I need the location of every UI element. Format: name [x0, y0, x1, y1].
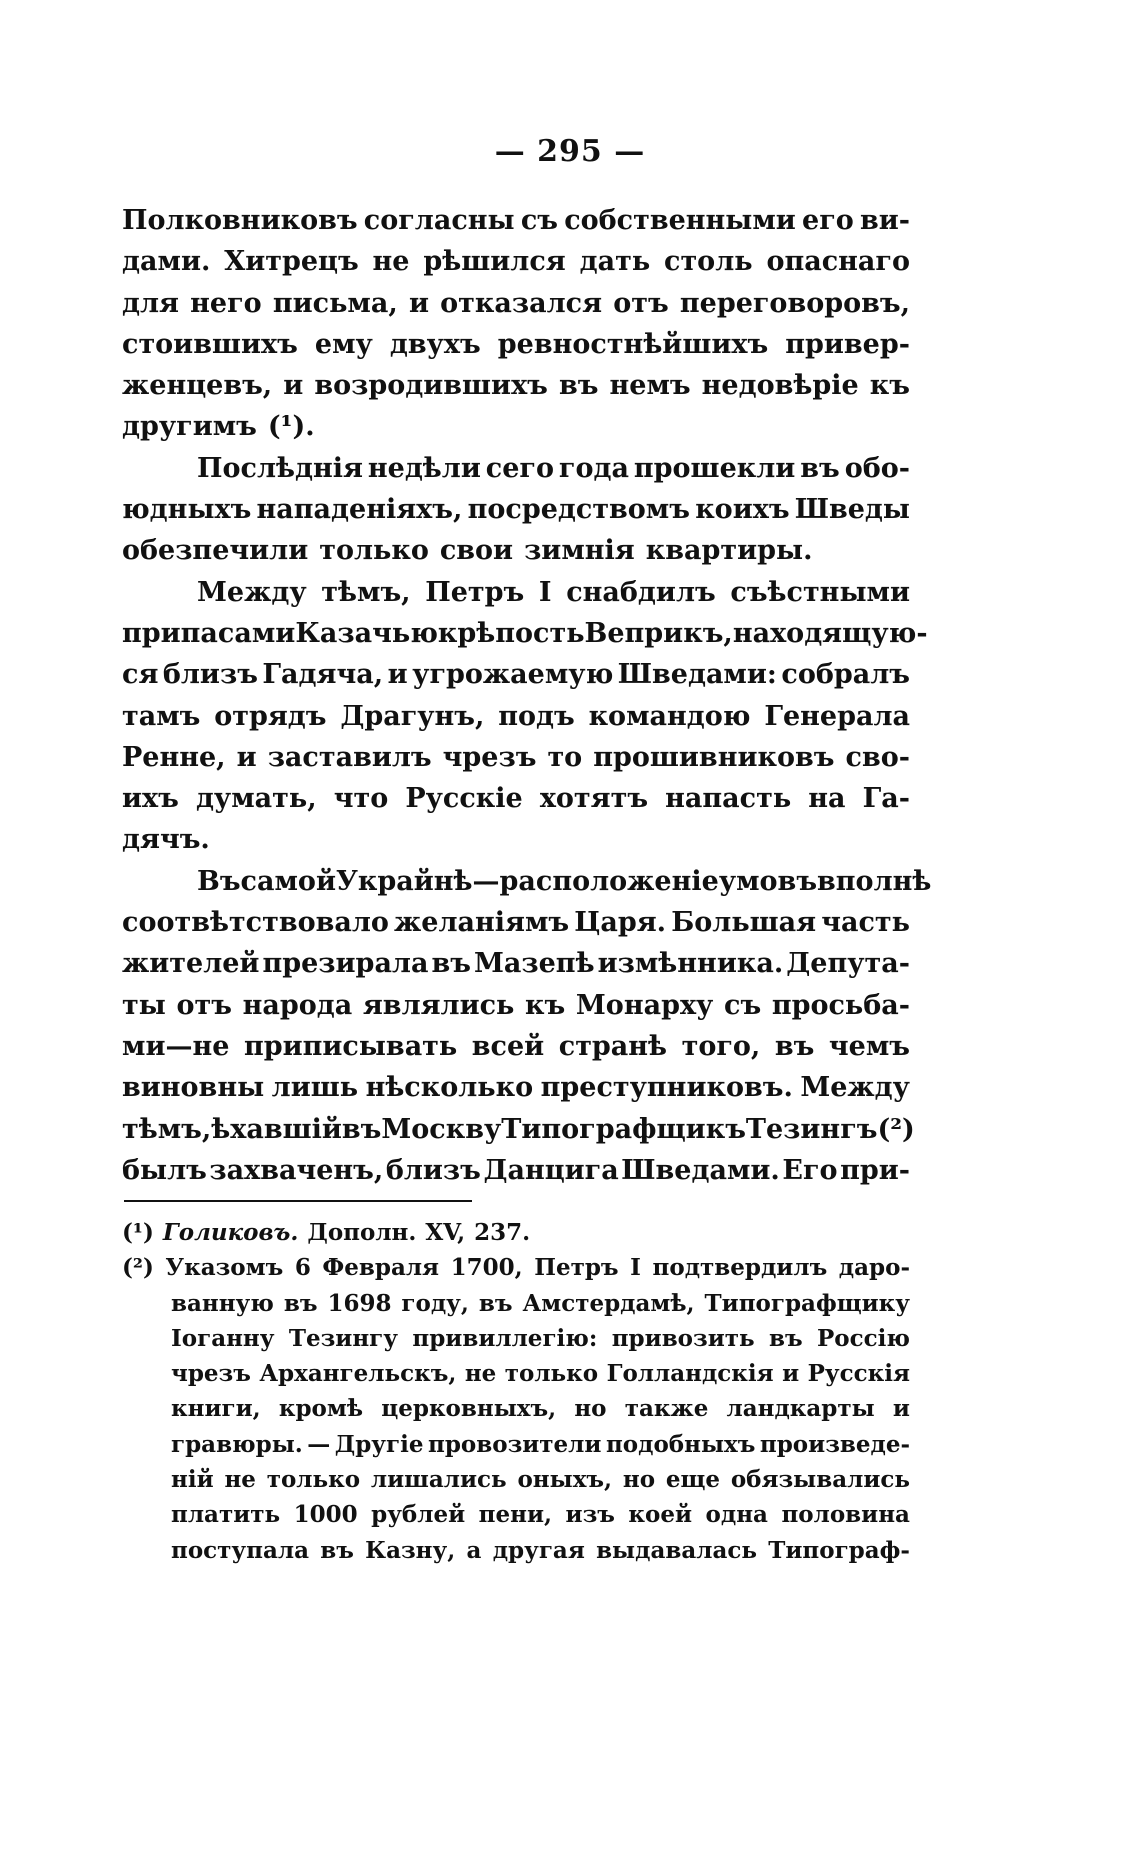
main-text	[122, 200, 932, 1191]
text-line: ихъ думать, что Русскіе хотятъ напасть на Га-	[122, 783, 910, 815]
text-line: Послѣднія недѣли сего года прошекли въ обо-	[197, 452, 910, 484]
text-line: Полковниковъ согласны съ собственными его ви-	[122, 205, 910, 236]
text-line: другимъ (¹).	[122, 411, 315, 443]
footnotes	[122, 1215, 910, 1568]
text-line: тамъ отрядъ Драгунъ, подъ командою Генерала	[122, 700, 910, 732]
text-line: Въ самой Украйнѣ—расположеніе умовъ вполнѣ	[197, 865, 932, 897]
text-line: виновны лишь нѣсколько преступниковъ. Между	[122, 1072, 910, 1104]
text-line: для него письма, и отказался отъ переговоровъ,	[122, 287, 910, 319]
text-line: женцевъ, и возродившихъ въ немъ недовѣріе къ	[122, 370, 910, 402]
text-line: юдныхъ нападеніяхъ, посредствомъ коихъ Шведы	[122, 494, 910, 526]
text-line: дячъ.	[122, 824, 210, 856]
text-line: стоившихъ ему двухъ ревностнѣйшихъ привер-	[122, 328, 910, 360]
text-line: ся близъ Гадяча, и угрожаемую Шведами: собралъ	[122, 659, 910, 691]
footnote-line: ній не только лишались оныхъ, но еще обязывались	[171, 1466, 910, 1494]
footnote-line: (²) Указомъ 6 Февраля 1700, Петръ I подтвердилъ даро-	[122, 1254, 910, 1282]
footnote-line: платить 1000 рублей пени, изъ коей одна половина	[171, 1501, 910, 1529]
text-line: Ренне, и заставилъ чрезъ то прошивниковъ сво-	[122, 741, 910, 773]
footnote-line: (¹) Голиковъ. Дополн. XV, 237.	[122, 1219, 531, 1246]
text-line: ми—не приписывать всей странѣ того, въ чемъ	[122, 1030, 910, 1062]
text-line: жителей презирала въ Мазепѣ измѣнника. Депута-	[122, 948, 910, 980]
footnote-line: чрезъ Архангельскъ, не только Голландскія и Русскія	[171, 1360, 910, 1388]
footnote-line: книги, кромѣ церковныхъ, но также ландкарты и	[171, 1395, 910, 1423]
text-line: ты отъ народа являлись къ Монарху съ просьба-	[122, 989, 910, 1021]
text-line: дами. Хитрецъ не рѣшился дать столь опаснаго	[122, 246, 910, 278]
text-line: обезпечили только свои зимнія квартиры.	[122, 535, 813, 567]
footnote-line: поступала въ Казну, а другая выдавалась Типограф-	[171, 1536, 910, 1564]
footnote-divider	[124, 1200, 472, 1202]
text-line: тѣмъ, ѣхавшій въ Москву Типографщикъ Тезингъ(²)	[122, 1113, 915, 1145]
text-line: былъ захваченъ, близъ Данцига Шведами. Его при-	[122, 1154, 910, 1186]
text-line: припасами Казачью крѣпость Веприкъ, находящую-	[122, 617, 928, 649]
text-line: соотвѣтствовало желаніямъ Царя. Большая часть	[122, 907, 910, 939]
footnote-line: ванную въ 1698 году, въ Амстердамѣ, Типографщику	[171, 1289, 910, 1317]
page-number: — 295 —	[494, 134, 646, 169]
footnote-line: Іоганну Тезингу привиллегію: привозить въ Россію	[171, 1324, 910, 1352]
text-line: Между тѣмъ, Петръ I снабдилъ съѣстными	[197, 576, 910, 608]
footnote-line: гравюры. — Другіе провозители подобныхъ произведе-	[171, 1430, 910, 1458]
